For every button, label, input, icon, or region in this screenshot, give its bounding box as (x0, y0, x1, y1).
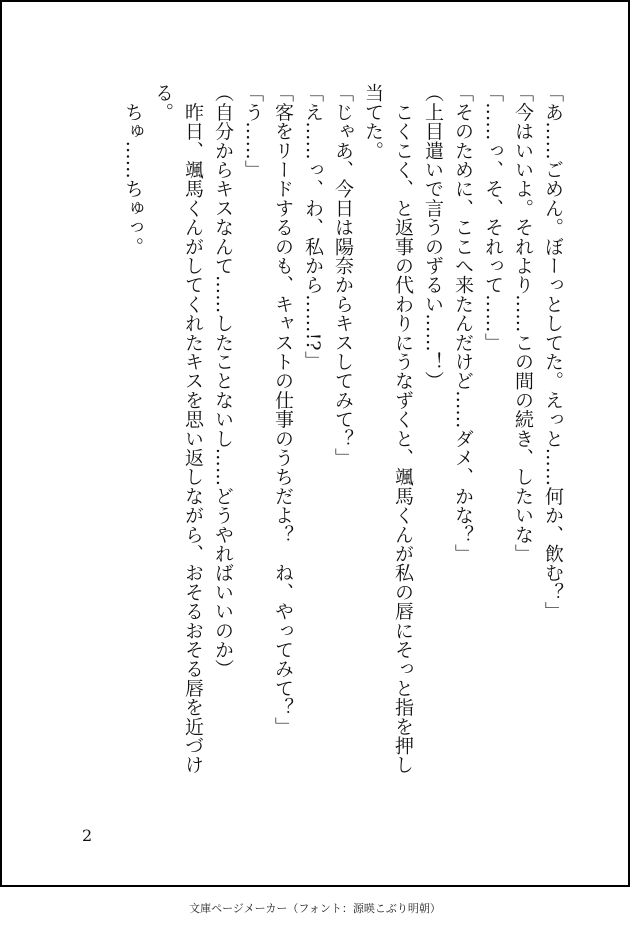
text-line: 「そのために、ここへ来たんだけど……ダメ、かな？」 (452, 83, 474, 563)
text-line: 昨日、颯馬くんがしてくれたキスを思い返しながら、おそるおそる唇を近づけ (182, 83, 204, 775)
page-number: 2 (82, 826, 93, 845)
text-line: 「今はいいよ。それより……この間の続き、したいな」 (512, 83, 534, 563)
text-line: 「え……っ、わ、私から……!?」 (302, 83, 324, 371)
text-line: （自分からキスなんて……したことないし……どうやればいいのか） (212, 83, 234, 679)
text-line: 当てた。 (362, 83, 384, 160)
text-line: （上目遣いで言うのずるい……！） (422, 83, 444, 391)
text-line: 「じゃあ、今日は陽奈からキスしてみて？」 (332, 83, 354, 467)
text-line: ちゅ……ちゅっ。 (122, 83, 144, 256)
text-line: 「あ……ごめん。ぼーっとしてた。えっと……何か、飲む？」 (542, 83, 564, 621)
text-line: 「客をリードするのも、キャストの仕事のうちだよ？ ね、やってみて？」 (272, 83, 294, 736)
text-line: 「……っ、そ、それって……」 (482, 83, 504, 352)
footer-caption: 文庫ページメーカー（フォント：源暎こぶり明朝） (189, 902, 441, 915)
text-line: 「う……」 (242, 83, 264, 179)
vertical-text-block (118, 83, 568, 823)
text-line: こくこく、と返事の代わりにうなずくと、颯馬くんが私の唇にそっと指を押し (392, 83, 414, 775)
text-line: る。 (152, 83, 174, 122)
